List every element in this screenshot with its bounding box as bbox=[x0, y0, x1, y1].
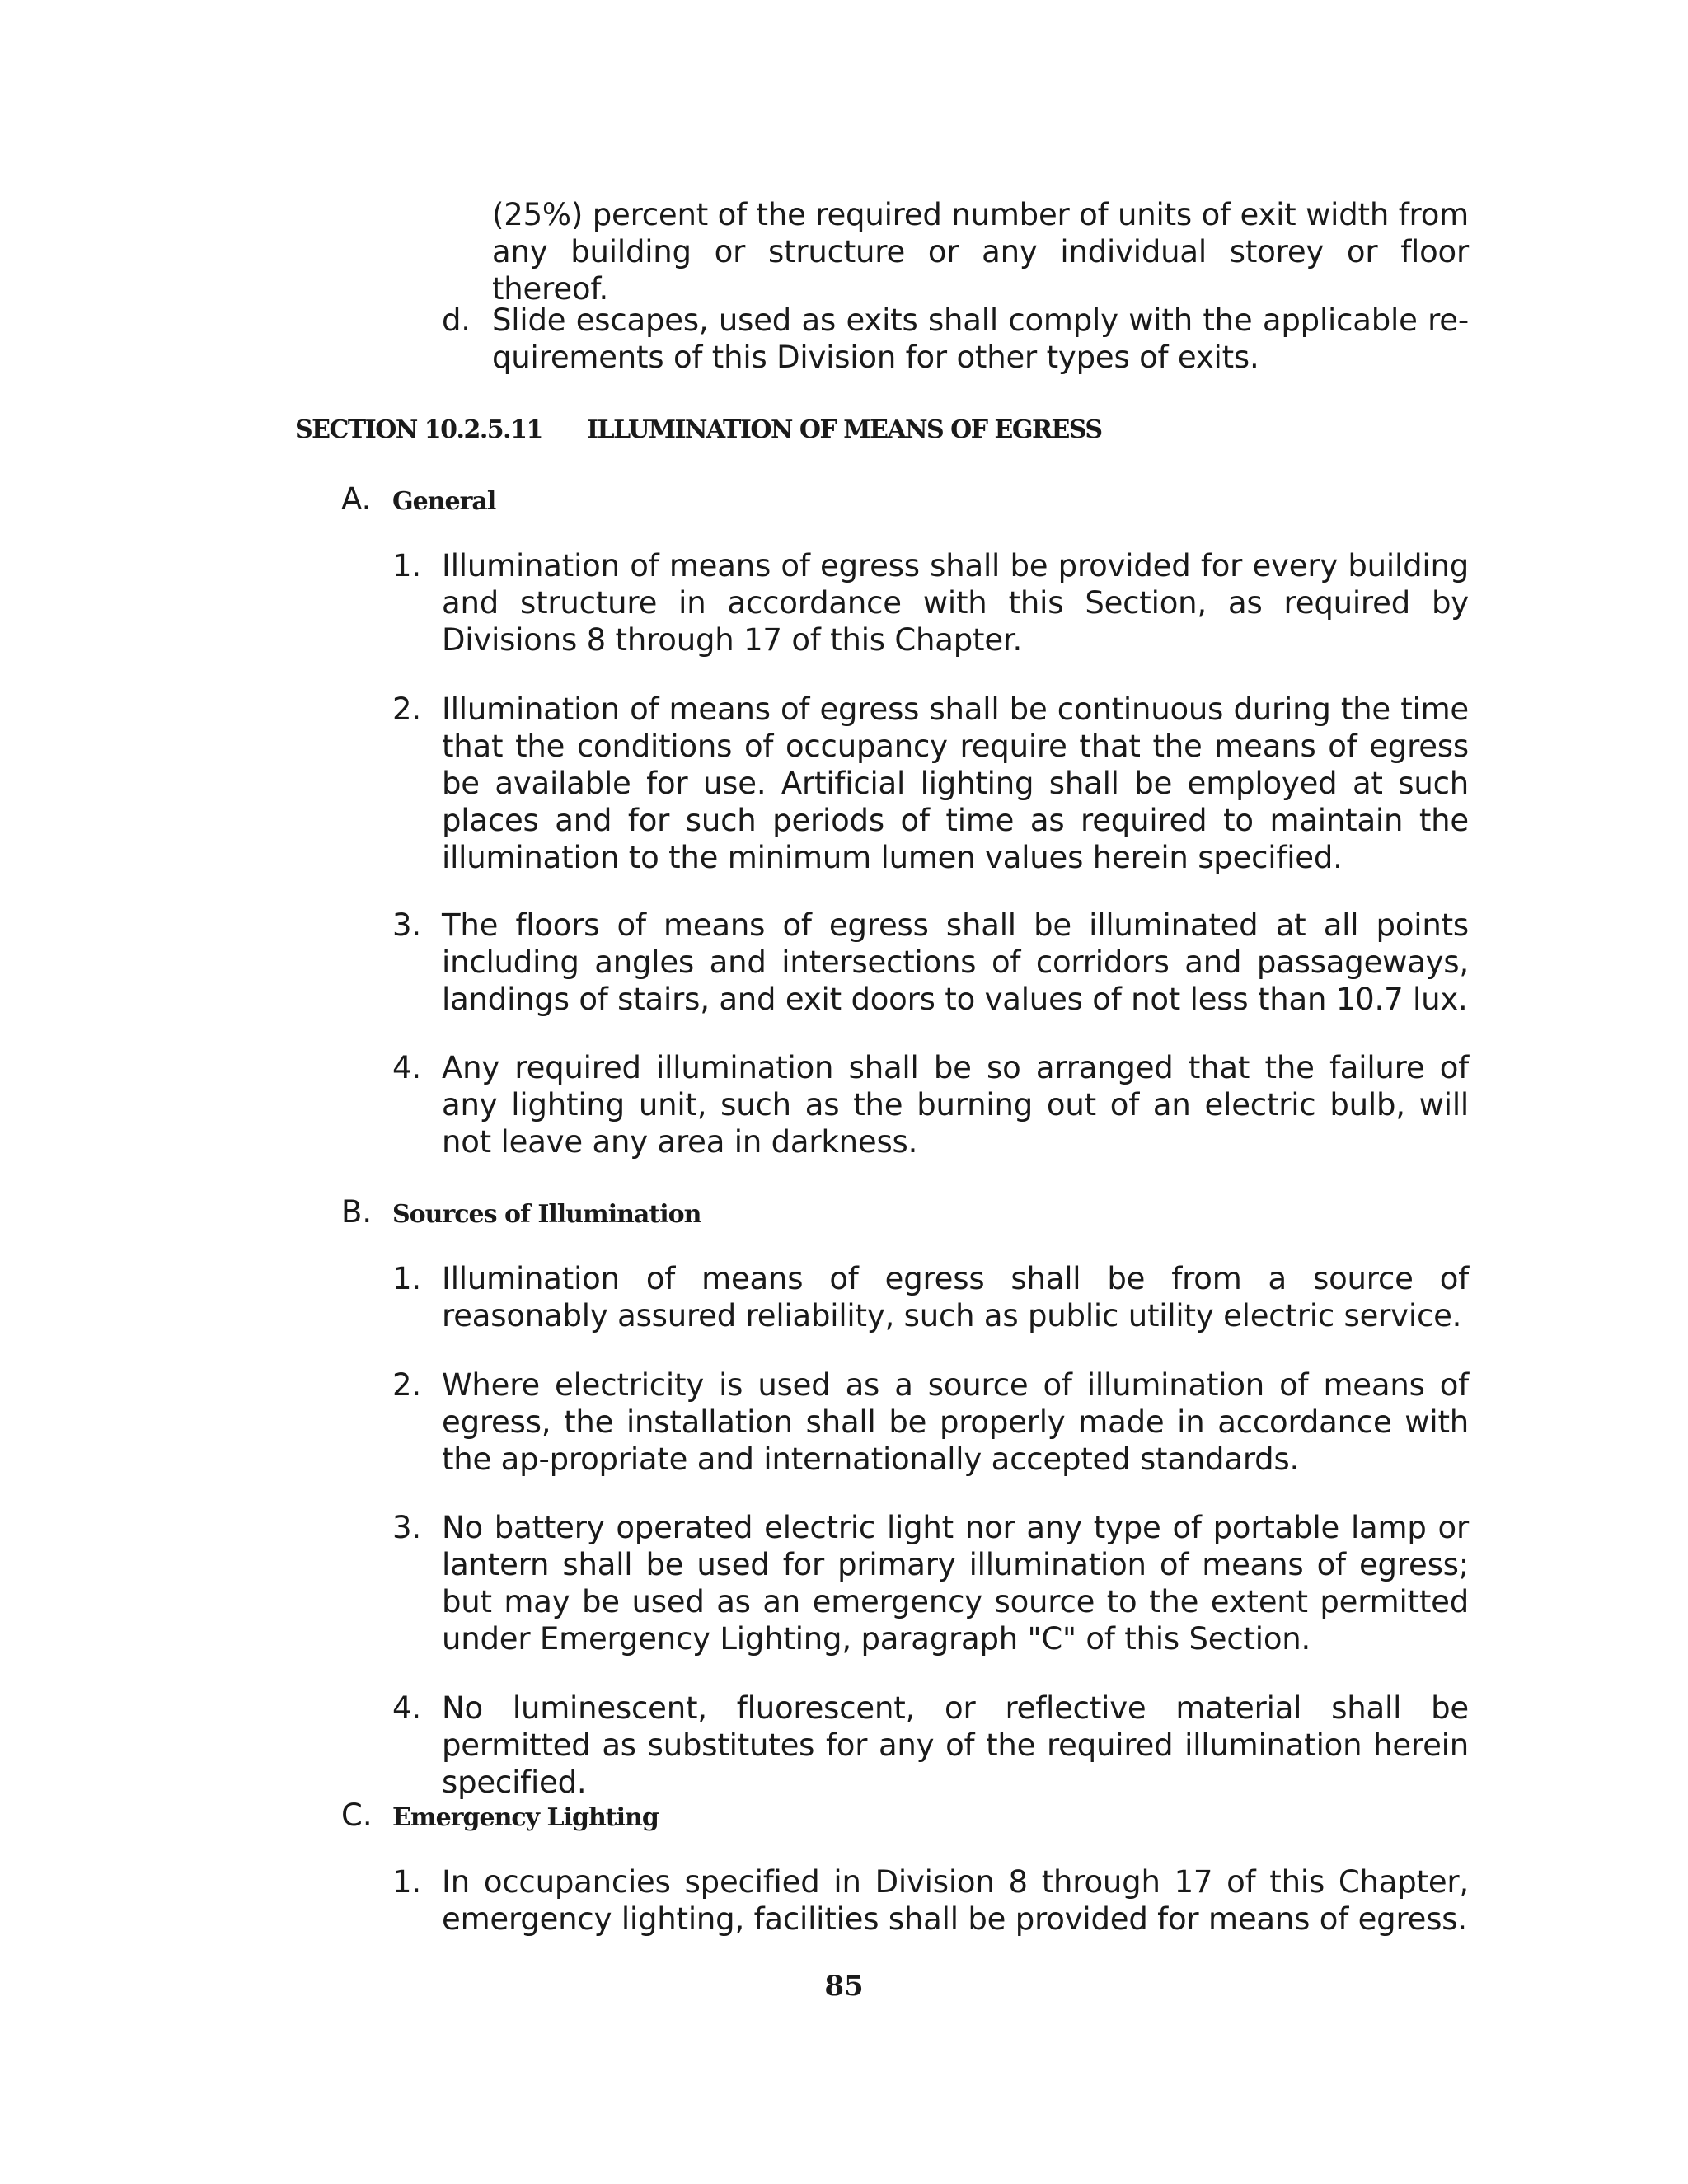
subsection-title: Sources of Illumination bbox=[392, 1200, 701, 1229]
list-item bbox=[392, 1863, 1469, 1938]
list-item bbox=[392, 1690, 1469, 1801]
subsection-letter: A. bbox=[341, 481, 372, 517]
subsection-heading-b bbox=[341, 1194, 701, 1230]
list-item bbox=[392, 691, 1469, 876]
list-item-number: 1. bbox=[392, 548, 421, 583]
page-number: 85 bbox=[824, 1970, 864, 2003]
list-item-d bbox=[442, 302, 1469, 376]
subsection-letter: C. bbox=[341, 1797, 373, 1833]
section-number: SECTION 10.2.5.11 bbox=[295, 415, 542, 444]
list-item-number: 3. bbox=[392, 1510, 421, 1545]
list-item-text: No battery operated electric light nor any type of portable lamp or lantern shall be used for primary illumination of means of egress; but may be used as an emergency source to the extent permitted under Emergency Lighting, paragraph "C" of this Section. bbox=[442, 1510, 1469, 1657]
subsection-letter: B. bbox=[341, 1194, 373, 1230]
list-item-number: 2. bbox=[392, 1367, 421, 1403]
list-item-number: 4. bbox=[392, 1050, 421, 1085]
list-item-text: In occupancies specified in Division 8 through 17 of this Chapter, emergency lighting, facilities shall be provided for means of egress. bbox=[442, 1864, 1469, 1937]
subsection-title: General bbox=[392, 487, 496, 516]
list-item bbox=[392, 547, 1469, 658]
list-item-text: Any required illumination shall be so arranged that the failure of any lighting unit, such as the burning out of an electric bulb, will not leave any area in darkness. bbox=[442, 1050, 1469, 1160]
list-item bbox=[392, 1049, 1469, 1160]
section-title: ILLUMINATION OF MEANS OF EGRESS bbox=[587, 415, 1102, 444]
list-item bbox=[392, 1509, 1469, 1657]
list-item-text: Illumination of means of egress shall be provided for every building and structure in accordance with this Section, as required by Divisions 8 through 17 of this Chapter. bbox=[442, 548, 1469, 658]
list-item-number: 2. bbox=[392, 691, 421, 727]
list-item-label: d. bbox=[442, 302, 471, 338]
list-item bbox=[392, 1260, 1469, 1334]
subsection-heading-a bbox=[341, 481, 495, 517]
list-item-number: 1. bbox=[392, 1261, 421, 1296]
list-item-text: Illumination of means of egress shall be continuous during the time that the conditions of occupancy require that the means of egress be available for use. Artificial lighting shall be employed at such places and for such periods of time as required to maintain the illumination to the minimum lumen values herein specified. bbox=[442, 691, 1469, 875]
list-item-text: No luminescent, fluorescent, or reflective material shall be permitted as substitutes for any of the required illumination herein specified. bbox=[442, 1690, 1469, 1800]
list-item-number: 3. bbox=[392, 907, 421, 943]
subsection-heading-c bbox=[341, 1797, 659, 1833]
list-item-text: The floors of means of egress shall be illuminated at all points including angles and intersections of corridors and passageways, landings of stairs, and exit doors to values of not less than 10.7 lux. bbox=[442, 907, 1469, 1017]
list-item-text: Slide escapes, used as exits shall comply with the applicable re-quirements of this Division for other types of exits. bbox=[492, 302, 1469, 375]
list-item bbox=[392, 907, 1469, 1018]
list-item-text: Where electricity is used as a source of illumination of means of egress, the installation shall be properly made in accordance with the ap-propriate and internationally accepted standards. bbox=[442, 1367, 1469, 1477]
list-item bbox=[392, 1366, 1469, 1478]
subsection-title: Emergency Lighting bbox=[392, 1803, 659, 1832]
continuation-paragraph: (25%) percent of the required number of units of exit width from any building or structure or any individual storey or floor thereof. bbox=[492, 197, 1469, 307]
list-item-number: 1. bbox=[392, 1864, 421, 1900]
list-item-text: Illumination of means of egress shall be from a source of reasonably assured reliability, such as public utility electric service. bbox=[442, 1261, 1469, 1333]
list-item-number: 4. bbox=[392, 1690, 421, 1726]
